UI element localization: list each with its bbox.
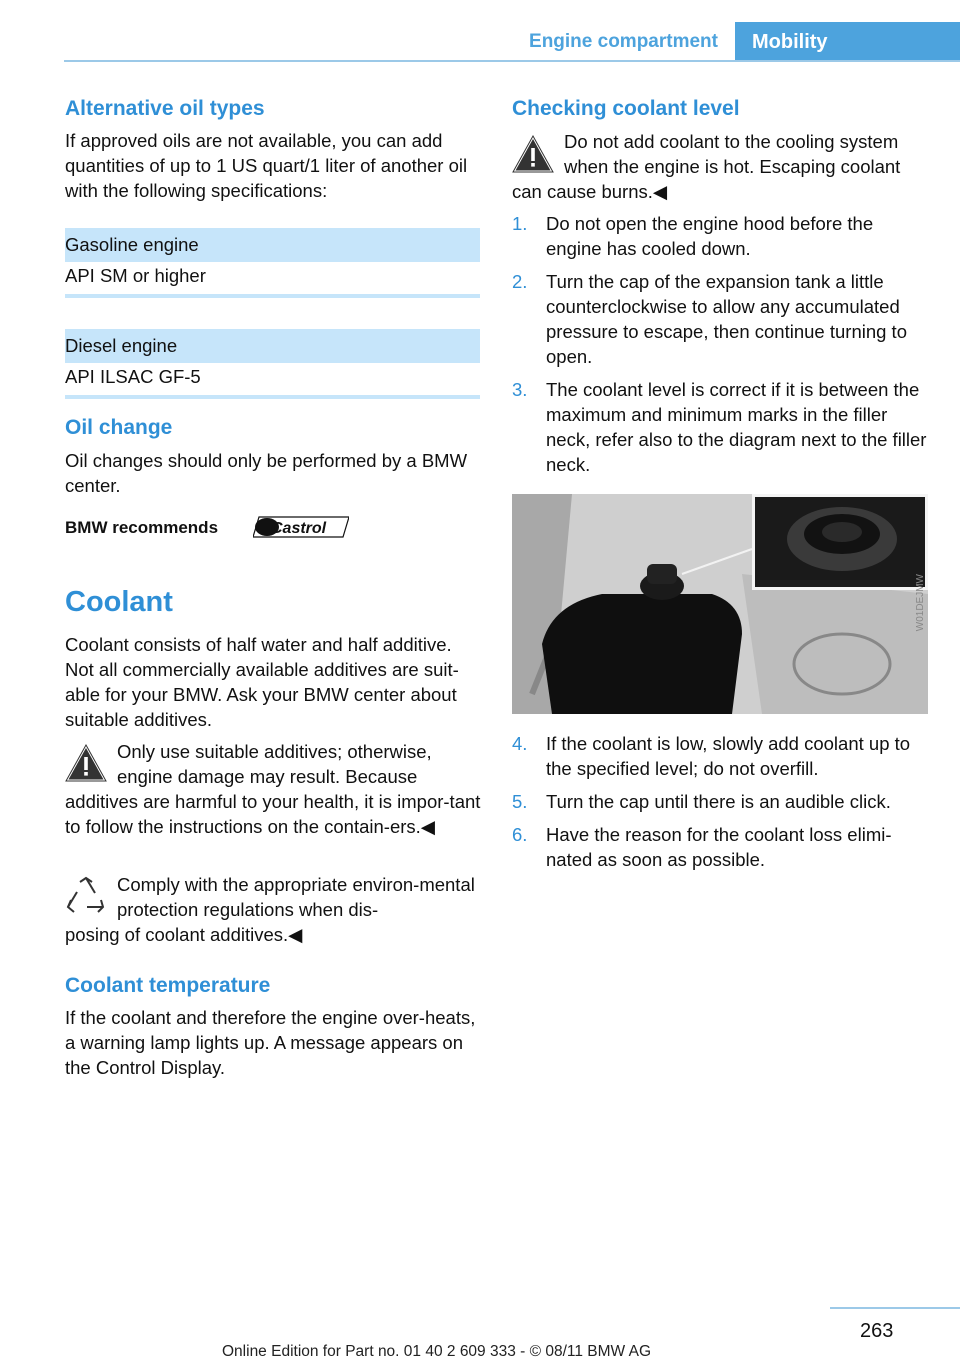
- list-item: 3. The coolant level is correct if it is between the maximum and minimum marks in the filler neck, refer also to the diagram next to the filler neck.: [512, 379, 927, 475]
- environment-note-lead: Comply with the appropriate environ-mental protection regulations when dis-: [117, 874, 475, 920]
- gasoline-table-row: API SM or higher: [65, 262, 480, 298]
- warning-icon: [512, 135, 554, 173]
- list-item: 4. If the coolant is low, slowly add coolant up to the specified level; do not overfill.: [512, 733, 911, 779]
- gasoline-table-header: Gasoline engine: [65, 228, 480, 262]
- diesel-spec-table: [65, 329, 480, 399]
- coolant-heading: Coolant: [65, 586, 173, 618]
- list-item: 6. Have the reason for the coolant loss elimi-nated as soon as possible.: [512, 824, 892, 870]
- footer-rule: [830, 1307, 960, 1309]
- diesel-table-row: API ILSAC GF-5: [65, 363, 480, 399]
- environment-note-rest: posing of coolant additives.◀: [65, 924, 303, 945]
- checking-coolant-heading: Checking coolant level: [512, 97, 740, 120]
- coolant-temperature-text: If the coolant and therefore the engine over-heats, a warning lamp lights up. A message appears on the Control Display.: [65, 1007, 476, 1078]
- alt-oil-heading: Alternative oil types: [65, 97, 265, 120]
- recycle-icon: [65, 876, 107, 918]
- oil-change-heading: Oil change: [65, 416, 173, 439]
- coolant-text: Coolant consists of half water and half additive. Not all commercially available additives are suit-able for your BMW. Ask your BMW center about suitable additives.: [65, 634, 459, 730]
- coolant-temperature-heading: Coolant temperature: [65, 974, 271, 997]
- header-chapter-tab: Mobility: [735, 22, 960, 62]
- header-section: Engine compartment: [529, 31, 718, 52]
- coolant-tank-photo: [512, 494, 928, 714]
- hot-engine-warning-rest: can cause burns.◀: [512, 181, 668, 202]
- list-item: 1. Do not open the engine hood before the engine has cooled down.: [512, 213, 874, 259]
- bmw-recommends-label: BMW recommends: [65, 518, 219, 537]
- svg-text:Castrol: Castrol: [271, 520, 327, 537]
- oil-change-text: Oil changes should only be performed by a BMW center.: [65, 450, 468, 496]
- photo-reference-code: W01DEJMW: [915, 574, 926, 632]
- warning-icon: [65, 744, 107, 782]
- warning-additives-lead: Only use suitable additives; otherwise, engine damage may result. Because: [117, 741, 432, 787]
- steps-list-b: [512, 731, 928, 880]
- steps-list-a: [512, 211, 928, 485]
- castrol-logo: [253, 515, 349, 539]
- edition-footer: Online Edition for Part no. 01 40 2 609 333 - © 08/11 BMW AG: [222, 1343, 652, 1360]
- gasoline-spec-table: [65, 228, 480, 298]
- engine-bay-illustration: [512, 494, 928, 714]
- list-item: 5. Turn the cap until there is an audible click.: [512, 791, 891, 812]
- hot-engine-warning-lead: Do not add coolant to the cooling system when the engine is hot. Escaping coolant: [564, 131, 901, 177]
- header-rule: [64, 60, 960, 62]
- warning-additives-rest: additives are harmful to your health, it is impor-tant to follow the instructions on the contain-ers.◀: [65, 791, 481, 837]
- list-item: 2. Turn the cap of the expansion tank a little counterclockwise to allow any accumulated pressure to escape, then continue turning to open.: [512, 271, 907, 367]
- page-number: 263: [860, 1320, 894, 1342]
- diesel-table-header: Diesel engine: [65, 329, 480, 363]
- alt-oil-text: If approved oils are not available, you can add quantities of up to 1 US quart/1 liter of another oil with the following specifications:: [65, 130, 468, 201]
